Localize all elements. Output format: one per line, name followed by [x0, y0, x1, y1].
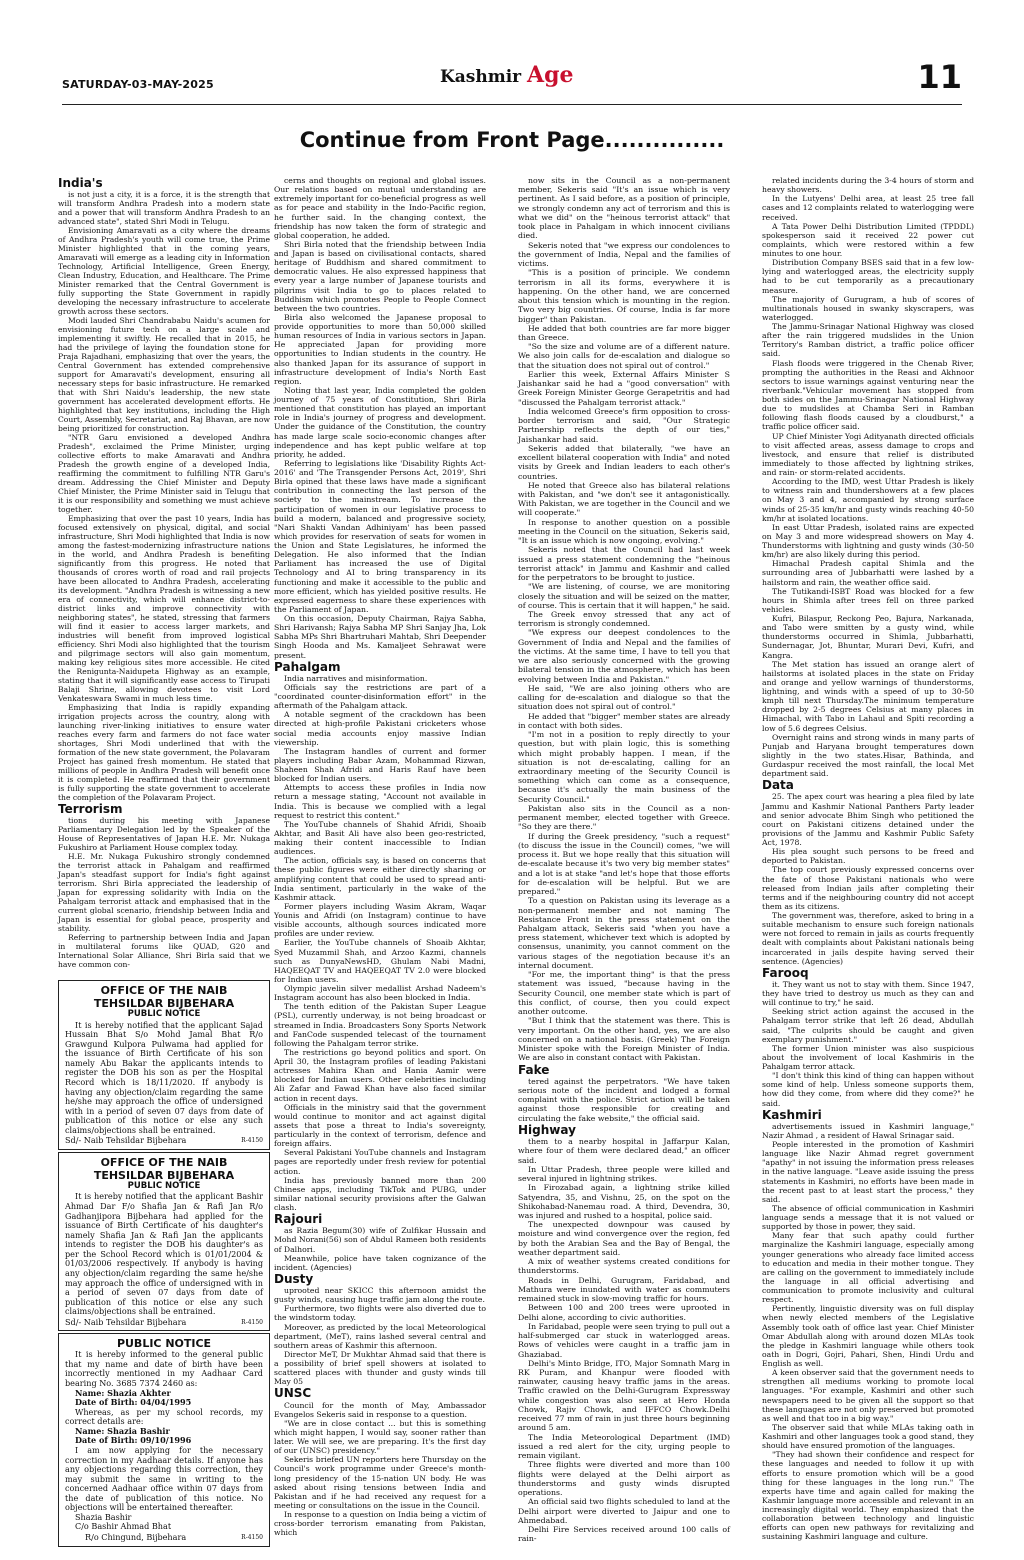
paragraph: In Firozabad again, a lightning strike killed Satyendra, 35, and Vishnu, 25, on the spot on the Shikohabad-Nanemau road. A third, Devendra, 30, was injured and rushed to a hospital, police said. — [518, 1183, 730, 1221]
ad-name-2: Name: Shazia Bashir — [75, 1425, 170, 1436]
paragraph: "They had shown their confidence and respect for these languages and needed to follow it up with efforts to ensure promotion which will be a good thing for these languages in the long run." The experts have time and again called for making the Kashmir language more accessible and relevant in an increasingly digital world. They emphasized that the collaboration between technology and linguistic efforts can open new pathways for revitalizing and sustaining Kashmiri language and culture. — [762, 1450, 974, 1542]
ad-body: I am now applying for the necessary correction in my Aadhaar details. If anyone has any objections regarding this correction, they may submit the same in writing to the concerned Aadhaar office within 07 days from the date of publication of this notice. No objections will be entertained thereafter. — [65, 1444, 263, 1513]
paragraph: Emphasizing that over the past 10 years, India has focused extensively on physical, digital, and social infrastructure, Shri Modi highlighted that India is now among the fastest-modernizing infrastructure nations in the world, and Andhra Pradesh is benefiting significantly from this progress. He noted that thousands of crores worth of road and rail projects have been allocated to Andhra Pradesh, accelerating its development. "Andhra Pradesh is witnessing a new era of connectivity, which will enhance district-to-district links and improve connectivity with neighboring states", he stated, stressing that farmers will find it easier to access larger markets, and industries will benefit from improved logistical efficiency. Shri Modi also highlighted that the tourism and pilgrimage sectors will also gain momentum, making key religious sites more accessible. He cited the Renigunta-Naidupeta Highway as an example, stating that it will significantly ease access to Tirupati Balaji Shrine, allowing devotees to visit Lord Venkateswara Swami in much less time. — [58, 514, 270, 703]
ad-subtitle: PUBLIC NOTICE — [127, 1180, 201, 1191]
ads-area — [58, 980, 270, 1549]
paragraph: People interested in the promotion of Kashmiri language like Nazir Ahmad regret government "apathy" in not issuing the information press releases in the native language. "Leave aside issuing the press statements in Kashmiri, no efforts have been made in the recent past to at least start the process," they said. — [762, 1140, 974, 1204]
heading-terrorism: Terrorism — [58, 802, 123, 816]
paragraph: Moreover, as predicted by the local Meteorological department, (MeT), rains lashed several central and southern areas of Kashmir this afternoon. — [274, 1322, 486, 1350]
paragraph: The action, officials say, is based on concerns that these public figures were either directly sharing or amplifying content that could be used to spread anti-India sentiment, particularly in the wake of the Kashmir attack. — [274, 856, 486, 902]
paragraph: He said, "We are also joining others who are calling for de-escalation and dialogue so that the situation does not spiral out of control." — [518, 683, 730, 712]
column-3 — [518, 176, 730, 1543]
ad-name-1: Name: Shazia Akhter — [75, 1387, 171, 1398]
paragraph: Delhi Fire Services received around 100 calls of rain- — [518, 1524, 730, 1544]
paragraph: According to the IMD, west Uttar Pradesh is likely to witness rain and thundershowers at a few places on May 3 and 4, accompanied by strong surface winds of 25-35 km/hr and gusty winds reaching 40-50 km/hr at isolated locations. — [762, 477, 974, 523]
paragraph: as Razia Begum(30) wife of Zulfikar Hussain and Mohd Norani(56) son of Abdul Rameen both residents of Dalhori. — [274, 1226, 486, 1254]
paragraph: The former Union minister was also suspicious about the involvement of local Kashmiris in the Pahalgam terror attack. — [762, 1043, 974, 1071]
paragraph: Sekeris briefed UN reporters here Thursday on the Council's work programme under Greece's month-long presidency of the 15-nation UN body. He was asked about rising tensions between India and Pakistan and if he had received any request for a meeting or consultations on the issue in the Council. — [274, 1455, 486, 1510]
paragraph: The Instagram handles of current and former players including Babar Azam, Mohammad Rizwan, Shaheen Shah Afridi and Haris Rauf have been blocked for Indian users. — [274, 746, 486, 784]
paragraph: tered against the perpetrators. "We have taken serious note of the incident and lodged a formal complaint with the police. Strict action will be taken against those responsible for creating and circulating the fake website," the official said. — [518, 1076, 730, 1123]
ad-title: OFFICE OF THE NAIB TEHSILDAR BIJBEHARA — [93, 1155, 235, 1182]
paragraph: uprooted near SKICC this afternoon amidst the gusty winds, causing huge traffic jam along the route. — [274, 1286, 486, 1305]
article-terrorism-cont — [274, 176, 486, 660]
paragraph: A mix of weather systems created conditions for thunderstorms. — [518, 1257, 730, 1276]
paragraph: A keen observer said that the government needs to strengthen all mediums working to promote local languages. "For example, Kashmiri and other such newspapers need to be given all the support so that these languages are not only preserved but promoted as well and that too in a big way." — [762, 1368, 974, 1423]
paragraph: them to a nearby hospital in Jaffarpur Kalan, where four of them were declared dead," an officer said. — [518, 1137, 730, 1165]
column-4 — [762, 176, 974, 1542]
article-farooq — [762, 980, 974, 1108]
paragraph: now sits in the Council as a non-permanent member, Sekeris said "It's an issue which is very pertinent. As I said before, as a position of principle, we strongly condemn any act of terrorism and this is what we did" on the "heinous terrorist attack" that took place in Pahalgam in which innocent civilians died. — [518, 176, 730, 241]
heading-pahalgam: Pahalgam — [274, 659, 341, 674]
paragraph: On this occasion, Deputy Chairman, Rajya Sabha, Shri Harivansh; Rajya Sabha MP Shri Sanjay Jha, Lok Sabha MPs Shri Bhartruhari Mahtab, Shri Deepender Singh Hooda and Ms. Kamaljeet Sehrawat were present. — [274, 614, 486, 660]
column-1 — [58, 176, 270, 969]
paragraph: The Met station has issued an orange alert of hailstorms at isolated places in the state on Friday and orange and yellow warnings of thunderstorms, lightning, and winds with a speed of up to 30-50 kmph till next Thursday.The minimum temperature dropped by 2-5 degrees Celsius at many places in Himachal, with Tabo in Lahaul and Spiti recording a low of 5.6 degrees Celsius. — [762, 659, 974, 733]
paragraph: Meanwhile, police have taken cognizance of the incident. (Agencies) — [274, 1253, 486, 1272]
public-notice-ad-3 — [58, 1333, 270, 1546]
heading-fake: Fake — [518, 1062, 550, 1077]
paragraph: tions during his meeting with Japanese Parliamentary Delegation led by the Speaker of the House of Representatives of Japan H.E. Mr. Nukaga Fukushiro at Parliament House complex today. — [58, 816, 270, 852]
paragraph: In the Lutyens' Delhi area, at least 25 tree fall cases and 12 complaints related to waterlogging were received. — [762, 194, 974, 222]
paragraph: Director MeT, Dr Mukhtar Ahmad said that there is a possibility of brief spell showers at isolated to scattered places with thunder and gusty winds till May 05 — [274, 1349, 486, 1387]
paragraph: Overnight rains and strong winds in many parts of Punjab and Haryana brought temperatures down slightly in the two states.Hisar, Bathinda, and Gurdaspur received the most rainfall, the local Met department said. — [762, 732, 974, 779]
paragraph: Pakistan also sits in the Council as a non-permanent member, elected together with Greece. "So they are there." — [518, 803, 730, 832]
ad-sign: Sd/- Naib Tehsildar Bijbehara — [65, 1316, 187, 1327]
paragraph: Earlier this week, External Affairs Minister S Jaishankar said he had a "good conversation" with Greek Foreign Minister George Gerapetritis and had "discussed the Pahalgam terrorist attack." — [518, 369, 730, 407]
page-number: 11 — [917, 58, 962, 96]
paragraph: The India Meteorological Department (IMD) issued a red alert for the city, urging people to remain vigilant. — [518, 1432, 730, 1461]
logo-kashmir: Kashmir — [440, 67, 522, 87]
paragraph: advertisements issued in Kashmiri language," Nazir Ahmad , a resident of Hawal Srinagar said. — [762, 1121, 974, 1140]
ad-sig-3: R/o Chingund, Bijbehara — [85, 1532, 187, 1542]
heading-kashmiri: Kashmiri — [762, 1107, 822, 1122]
paragraph: "I don't think this kind of thing can happen without some kind of help. Unless someone supports them, how did they come, from where did they come?" he said. — [762, 1071, 974, 1108]
paragraph: Distribution Company BSES said that in a few low-lying and waterlogged areas, the electricity supply had to be cut temporarily as a precautionary measure. — [762, 258, 974, 295]
public-notice-ad-2 — [58, 1152, 270, 1331]
paragraph: His plea sought such persons to be freed and deported to Pakistan. — [762, 847, 974, 866]
paragraph: The tenth edition of the Pakistan Super League (PSL), currently underway, is not being broadcast or streamed in India. Broadcasters Sony Sports Network and FanCode suspended telecast of the tournament following the Pahalgam terror strike. — [274, 1002, 486, 1048]
paragraph: 25. The apex court was hearing a plea filed by late Jammu and Kashmir National Panthers Party leader and senior advocate Bhim Singh who petitioned the court on Pakistani citizens detained under the provisions of the Jammu and Kashmir Public Safety Act, 1978. — [762, 792, 974, 847]
paragraph: The top court previously expressed concerns over the fate of those Pakistani nationals who were released from Indian jails after completing their terms and if the neighbouring country did not accept them as its citizens. — [762, 865, 974, 911]
ad-body: It is hereby notified that the applicant Sajad Hussain Bhat S/o Mohd Jamal Bhat R/o Grawgund Kulpora Pulwama had applied for the issuance of Birth Certificate of his son namely Abu Bakar the applicants intends to register the DOB his son as per the Hospital Record which is 18/11/2020. If anybody is having any objection/claim regarding the same he/she may approach the office of undersigned with in a period of seven 07 days from date of publication of this notice or else any such claims/objections shall be entrained. — [65, 1019, 263, 1135]
paragraph: The Greek envoy stressed that any act of terrorism is strongly condemned. — [518, 610, 730, 629]
paragraph: Birla also welcomed the Japanese proposal to provide opportunities to more than 50,000 skilled human resources of India in various sectors in Japan. He appreciated Japan for providing more opportunities to Indian students in the country. He also thanked Japan for its assurance of support in infrastructure development of India's North East region. — [274, 312, 486, 386]
paragraph: related incidents during the 3-4 hours of storm and heavy showers. — [762, 176, 974, 195]
article-rajouri — [274, 1226, 486, 1272]
ad-body: It is hereby notified that the applicant Bashir Ahmad Dar F/o Shafia Jan & Rafi Jan R/o Gadhanjipora Bijbehara had applied for the issuance of Birth Certificate of his daughter's namely Shafia Jan & Rafi Jan the applicants intends to register the DOB his daughter's as per the School Record which is 01/01/2004 & 01/03/2006 respectively. If anybody is having any objection/claim regarding the same he/she may approach the office of undersigned with in a period of seven 07 days from date of publication of this notice or else any such claims/objections shall be entrained. — [65, 1191, 263, 1317]
paragraph: The observer said that while MLAs taking oath in Kashmiri and other languages took a good stand, they should have ensured promotion of the languages. — [762, 1422, 974, 1451]
paragraph: "We are listening, of course, we are monitoring closely the situation and will be seized on the matter, of course. This is certain that it will happen," he said. — [518, 582, 730, 610]
paragraph: An official said two flights scheduled to land at the Delhi airport were diverted to Jaipur and one to Ahmedabad. — [518, 1497, 730, 1525]
issue-date: SATURDAY-03-MAY-2025 — [62, 78, 214, 91]
article-terrorism — [58, 816, 270, 969]
paragraph: Kufri, Bilaspur, Reckong Peo, Bajura, Narkanada, and Tabo were smitten by a gusty wind, while thunderstorms occurred in Shimla, Jubbarhatti, Sundernagar, Jot, Bhuntar, Murari Devi, Kufri, and Kangra. — [762, 614, 974, 660]
paragraph: is not just a city, it is a force, it is the strength that will transform Andhra Pradesh into a modern state and a power that will transform Andhra Pradesh to an advanced state", stated Shri Modi in Telugu. — [58, 190, 270, 226]
article-fake — [518, 1077, 730, 1123]
paragraph: Furthermore, two flights were also diverted due to the windstorm today. — [274, 1304, 486, 1323]
ad-dob-2: Date of Birth: 09/10/1996 — [75, 1435, 192, 1446]
paragraph: The YouTube channels of Shahid Afridi, Shoaib Akhtar, and Basit Ali have also been geo-restricted, making their content inaccessible to Indian audiences. — [274, 819, 486, 857]
paragraph: India narratives and misinformation. — [284, 673, 428, 683]
ad-mid: Whereas, as per my school records, my correct details are: — [65, 1406, 263, 1427]
masthead — [62, 58, 962, 100]
paragraph: Pertinently, linguistic diversity was on full display when newly elected members of the Legislative Assembly took oath of office last year. Chief Minister Omar Abdullah along with around dozen MLAs took the pledge in Kashmiri language while others took oath in Dogri, Gojri, Pahari, Shen, Hindi Urdu and English as well. — [762, 1304, 974, 1368]
paragraph: "But I think that the statement was there. This is very important. On the other hand, yes, we are also concerned on a national basis. (Greek) The Foreign Minister spoke with the Foreign Minister of India. We are also in constant contact with Pakistan. — [518, 1016, 730, 1063]
paragraph: India welcomed Greece's firm opposition to cross-border terrorism and said, "Our Strategic Partnership reflects the depth of our ties," Jaishankar had said. — [518, 406, 730, 444]
paragraph: Several Pakistani YouTube channels and Instagram pages are reportedly under fresh review for potential action. — [274, 1148, 486, 1176]
paragraph: Envisioning Amaravati as a city where the dreams of Andhra Pradesh's youth will come true, the Prime Minister highlighted that in the coming years, Amaravati will emerge as a leading city in Information Technology, Artificial Intelligence, Green Energy, Clean Industry, Education, and Healthcare. The Prime Minister remarked that the Central Government is fully supporting the State Government in rapidly developing the necessary infrastructure to accelerate growth across these sectors. — [58, 226, 270, 316]
article-pahalgam — [274, 674, 486, 1212]
header-rule — [62, 104, 962, 105]
paragraph: Noting that last year, India completed the golden journey of 75 years of Constitution, Shri Birla mentioned that constitution has played an important role in India's journey of progress and development. Under the guidance of the Constitution, the country has made large scale socio-economic changes after independence and has kept public welfare at top priority, he added. — [274, 385, 486, 459]
article-kashmiri — [762, 1122, 974, 1542]
ad-dob-1: Date of Birth: 04/04/1995 — [75, 1397, 192, 1408]
paragraph: "We express our deepest condolences to the Government of India and Nepal and the families of the victims. At the same time, I have to tell you that we are also seriously concerned with the growing bilateral tension in the atmosphere, which has been evolving between India and Pakistan." — [518, 628, 730, 684]
paragraph: India has previously banned more than 200 Chinese apps, including TikTok and PUBG, under similar national security provisions after the Galwan clash. — [274, 1175, 486, 1212]
paragraph: A notable segment of the crackdown has been directed at high-profile Pakistani cricketers whose social media accounts enjoy massive Indian viewership. — [274, 710, 486, 747]
paragraph: Former players including Wasim Akram, Waqar Younis and Afridi (on Instagram) continue to have visible accounts, although sources indicated more profiles are under review. — [274, 901, 486, 939]
paragraph: In Uttar Pradesh, three people were killed and several injured in lightning strikes. — [518, 1164, 730, 1184]
paragraph: Seeking strict action against the accused in the Pahalgam terror strike that left 26 dead, Abdullah said, "The culprits should be caught and given exemplary punishment." — [762, 1007, 974, 1044]
paragraph: The restrictions go beyond politics and sport. On April 30, the Instagram profiles of leading Pakistani actresses Mahira Khan and Hania Aamir were blocked for Indian users. Other celebrities including Ali Zafar and Fawad Khan have also faced similar action in recent days. — [274, 1047, 486, 1103]
paragraph: H.E. Mr. Nukaga Fukushiro strongly condemned the terrorist attack in Pahalgam and reaffirmed Japan's steadfast support for India's fight against terrorism. Shri Birla appreciated the leadership of Japan for expressing solidarity with India on the Pahalgam terrorist attack and emphasised that in the current global scenario, friendship between India and Japan is essential for global peace, prosperity and stability. — [58, 852, 270, 933]
paragraph: Roads in Delhi, Gurugram, Faridabad, and Mathura were inundated with water as commuters remained stuck in slow-moving traffic for hours. — [518, 1275, 730, 1304]
paragraph: Modi lauded Shri Chandrababu Naidu's acumen for envisioning future tech on a large scale and implementing it swiftly. He recalled that in 2015, he had the privilege of laying the foundation stone for Praja Rajadhani, emphasizing that over the years, the Central Government has extended comprehensive support for Amaravati's development, ensuring all necessary steps for basic infrastructure. He remarked that with Shri Naidu's leadership, the new state government has accelerated development efforts. He highlighted that key institutions, including the High Court, Assembly, Secretariat, and Raj Bhavan, are now being prioritized for construction. — [58, 316, 270, 433]
paragraph: In response to another question on a possible meeting in the Council on the situation, Sekeris said, "It is an issue which is now ongoing, evolving." — [518, 517, 730, 546]
article-dusty — [274, 1286, 486, 1386]
ad-intro: It is hereby informed to the general public that my name and date of birth have been incorrectly mentioned in my Aadhaar Card bearing No. 3685 7374 2460 as: — [65, 1349, 263, 1388]
paragraph: He added that "bigger" member states are already in contact with both sides. — [518, 711, 730, 730]
paragraph: Sekeris added that bilaterally, "we have an excellent bilateral cooperation with India" and noted visits by Greek and Indian leaders to each other's countries. — [518, 443, 730, 481]
paragraph: A Tata Power Delhi Distribution Limited (TPDDL) spokesperson said it received 22 power cut complaints, which were restored within a few minutes to one hour. — [762, 221, 974, 258]
paragraph: Olympic javelin silver medallist Arshad Nadeem's Instagram account has also been blocked in India. — [274, 984, 486, 1003]
paragraph: Three flights were diverted and more than 100 flights were delayed at the Delhi airport as thunderstorms and gusty winds disrupted operations. — [518, 1460, 730, 1498]
article-highway — [518, 1137, 730, 1543]
paragraph: "For me, the important thing" is that the press statement was issued, "because having in the Security Council, one member state which is part of this conflict, of course, then you could expect another outcome. — [518, 970, 730, 1017]
article-data — [762, 792, 974, 965]
public-notice-ad-1 — [58, 980, 270, 1150]
paragraph: "NTR Garu envisioned a developed Andhra Pradesh", exclaimed the Prime Minister, urging collective efforts to make Amaravati and Andhra Pradesh the growth engine of a developed India, reaffirming the commitment to fulfilling NTR Garu's dream. Addressing the Chief Minister and Deputy Chief Minister, the Prime Minister said in Telugu that it is our responsibility and something we must achieve together. — [58, 433, 270, 514]
paragraph: The Jammu-Srinagar National Highway was closed after the rain triggered mudslides in the Union Territory's Ramban district, a traffic police officer said. — [762, 322, 974, 359]
paragraph: "We are in close contact ... but this is something which might happen, I would say, sooner rather than later. We will see, we are preparing. It's the first day of our (UNSC) presidency." — [274, 1418, 486, 1456]
paragraph: In response to a question on India being a victim of cross-border terrorism emanating from Pakistan, which — [274, 1510, 486, 1538]
paragraph: Referring to partnership between India and Japan in multilateral forums like QUAD, G20 and International Solar Alliance, Shri Birla said that we have common con- — [58, 933, 270, 969]
paragraph: Many fear that such apathy could further marginalize the Kashmiri language, especially among younger generations who already face limited access to education and media in their mother tongue. They are calling on the government to immediately include the language in all official advertising and communication to promote inclusivity and cultural respect. — [762, 1231, 974, 1305]
paragraph: The Tutikandi-ISBT Road was blocked for a few hours in Shimla after trees fell on three parked vehicles. — [762, 586, 974, 614]
paragraph: He noted that Greece also has bilateral relations with Pakistan, and "we don't see it antagonistically. With Pakistan, we are together in the Council and we will cooperate." — [518, 480, 730, 518]
paragraph: "This is a position of principle. We condemn terrorism in all its forms, everywhere it is happening. On the other hand, we are concerned about this tension which is mounting in the region. Two very big countries. Of course, India is far more bigger" than Pakistan. — [518, 268, 730, 324]
paragraph: Sekeris noted that the Council had last week issued a press statement condemning the "heinous terrorist attack" in Jammu and Kashmir and called for the perpetrators to be brought to justice. — [518, 545, 730, 583]
paragraph: The majority of Gurugram, a hub of scores of multinationals housed in swanky skyscrapers, was waterlogged. — [762, 294, 974, 322]
paragraph: In Faridabad, people were seen trying to pull out a half-submerged car stuck in waterlogged areas. Rows of vehicles were caught in a traffic jam in Ghaziabad. — [518, 1321, 730, 1359]
ad-ref: R-4150 — [241, 1137, 263, 1145]
paragraph: Attempts to access these profiles in India now return a message stating, "Account not available in India. This is because we complied with a legal request to restrict this content." — [274, 783, 486, 820]
paragraph: In east Uttar Pradesh, isolated rains are expected on May 3 and more widespread showers on May 4. Thunderstorms with lightning and gusty winds (30-50 km/hr) are also likely during this period. — [762, 522, 974, 560]
ad-title: OFFICE OF THE NAIB TEHSILDAR BIJBEHARA — [93, 984, 235, 1010]
paragraph: The government was, therefore, asked to bring in a suitable mechanism to ensure such foreign nationals were not forced to remain in jails as courts frequently dealt with complaints about Pakistani nationals being incarcerated in jails despite having served their sentence. (Agencies) — [762, 911, 974, 966]
paragraph: He added that both countries are far more bigger than Greece. — [518, 323, 730, 342]
paragraph: Delhi's Minto Bridge, ITO, Major Somnath Marg in RK Puram, and Khanpur were flooded with rainwater, causing heavy traffic jams in the areas. Traffic crawled on the Delhi-Gurugram Expressway while congestion was also seen at Hero Honda Chowk, Rajiv Chowk, and IFFCO Chowk.Delhi received 77 mm of rain in just three hours beginning around 5 am. — [518, 1358, 730, 1433]
paragraph: Officials in the ministry said that the government would continue to monitor and act against digital assets that pose a threat to India's sovereignty, particularly in the context of terrorism, defence and foreign affairs. — [274, 1102, 486, 1149]
paragraph: Emphasizing that India is rapidly expanding irrigation projects across the country, along with launching river-linking initiatives to ensure water reaches every farm and farmers do not face water shortages, Shri Modi underlined that with the formation of the new state government, the Polavaram Project has gained fresh momentum. He stated that millions of people in Andhra Pradesh will benefit once it is completed. He reaffirmed that their government is fully supporting the state government to accelerate the completion of the Polavaram Project. — [58, 703, 270, 802]
paragraph: Flash floods were triggered in the Chenab River, prompting the authorities in the Reasi and Akhnoor sectors to issue warnings against venturing near the riverbank."Vehicular movement has stopped from both sides on the Jammu-Srinagar National Highway due to mudslides at Chamba Seri in Ramban following flash floods caused by a cloudburst," a traffic police officer said. — [762, 358, 974, 432]
column-2 — [274, 176, 486, 1537]
ad-sign: Sd/- Naib Tehsildar Bijbehara — [65, 1135, 187, 1146]
article-unsc-cont — [518, 176, 730, 1063]
paragraph: cerns and thoughts on regional and global issues. Our relations based on mutual understanding are extremely important for co-beneficial progress as well as for peace and stability in the Indo-Pacific region, he further said. In the changing context, the friendship has now taken the form of strategic and global cooperation, he added. — [274, 176, 486, 240]
ad-subtitle: PUBLIC NOTICE — [127, 1009, 201, 1019]
logo-age: Age — [527, 62, 574, 88]
paragraph: If during the Greek presidency, "such a request" (to discuss the issue in the Council) comes, "we will process it. But we hope really that this situation will de-escalate because it's two very big member states" and a lot is at stake "and let's hope that those efforts for de-escalation will be helpful. But we are prepared." — [518, 831, 730, 897]
paragraph: To a question on Pakistan using its leverage as a non-permanent member and not naming The Resistance Front in the press statement on the Pahalgam attack, Sekeris said "when you have a press statement, whichever text which is adopted by consensus, unanimity, you cannot comment on the various stages of the negotiation because it's an internal document. — [518, 896, 730, 970]
paragraph: Himachal Pradesh capital Shimla and the surrounding area of Jubbarhatti were lashed by a hailstorm and rain, the weather office said. — [762, 559, 974, 587]
paragraph: Officials say the restrictions are part of a "coordinated counter-disinformation effort" in the aftermath of the Pahalgam attack. — [274, 682, 486, 711]
ad-sig-1: Shazia Bashir — [75, 1511, 132, 1522]
ad-sig-2: C/o Bashir Ahmad Bhat — [75, 1521, 172, 1532]
paragraph: Between 100 and 200 trees were uprooted in Delhi alone, according to civic authorities. — [518, 1303, 730, 1322]
section-title: Continue from Front Page............... — [299, 128, 725, 152]
paragraph: UP Chief Minister Yogi Adityanath directed officials to visit affected areas, assess damage to crops and livestock, and ensure that relief is distributed immediately to those affected by lightning strikes, and rain- or storm-related accidents. — [762, 431, 974, 477]
heading-rajouri: Rajouri — [274, 1212, 323, 1227]
ad-ref: R-4150 — [241, 1318, 263, 1326]
article-unsc — [274, 1401, 486, 1538]
paragraph: "So the size and volume are of a different nature. We also join calls for de-escalation and dialogue so that the situation does not spiral out of control." — [518, 342, 730, 370]
ad-title: PUBLIC NOTICE — [116, 1337, 212, 1351]
heading-highway: Highway — [518, 1122, 576, 1137]
paragraph: Shri Birla noted that the friendship between India and Japan is based on civilisational contacts, shared heritage of Buddhism and shared commitment to democratic values. He also expressed happiness that every year a large number of Japanese tourists and pilgrims visit India to go to places related to Buddhism which promotes People to People Connect between the two countries. — [274, 239, 486, 313]
paragraph: Referring to legislations like 'Disability Rights Act-2016' and 'The Transgender Persons Act, 2019', Shri Birla opined that these laws have made a significant contribution in connecting the last person of the society to the mainstream. To increase the participation of women in our legislative process to build a modern, balanced and progressive society, "Nari Shakti Vandan Adhiniyam' has been passed which provides for reservation of seats for women in the Union and State Legislatures, he informed the Delegation. He also informed that the Indian Parliament has increased the use of Digital Technology and AI to bring transparency in its functioning and make it accessible to the public and more efficient, which has yielded positive results. He expressed eagerness to share these experiences with the Parliament of Japan. — [274, 458, 486, 614]
heading-dusty: Dusty — [274, 1271, 314, 1286]
newspaper-logo — [440, 62, 574, 88]
paragraph: The absence of official communication in Kashmiri language sends a message that it is not valued or supported by those in power, they said. — [762, 1203, 974, 1232]
paragraph: it. They want us not to stay with them. Since 1947, they have tried to destroy us much as they can and will continue to try," he said. — [762, 979, 974, 1008]
paragraph: "I'm not in a position to reply directly to your question, but with plain logic, this is something which might probably happen. I mean, if the situation is not de-escalating, calling for an extraordinary meeting of the Security Council is something which can come as a consequence, because it's actually the main business of the Security Council." — [518, 730, 730, 804]
paragraph: Earlier, the YouTube channels of Shoaib Akhtar, Syed Muzammil Shah, and Arzoo Kazmi, channels such as DunyaNewsHD, Ghulam Nabi Madni, HAQEEQAT TV and HAQEEQAT TV 2.0 were blocked for Indian users. — [274, 938, 486, 984]
article-highway-cont — [762, 176, 974, 778]
heading-unsc: UNSC — [274, 1386, 312, 1401]
paragraph: Sekeris noted that "we express our condolences to the government of India, Nepal and the families of victims. — [518, 240, 730, 269]
paragraph: The unexpected downpour was caused by moisture and wind convergence over the region, fed by both the Arabian Sea and the Bay of Bengal, the weather department said. — [518, 1220, 730, 1257]
article-india — [58, 190, 270, 802]
heading-farooq: Farooq — [762, 965, 809, 980]
ad-ref: R-4150 — [241, 1534, 263, 1541]
heading-india: India's — [58, 176, 103, 190]
paragraph: Council for the month of May, Ambassador Evangelos Sekeris said in response to a question. — [274, 1400, 486, 1419]
heading-data: Data — [762, 778, 794, 793]
